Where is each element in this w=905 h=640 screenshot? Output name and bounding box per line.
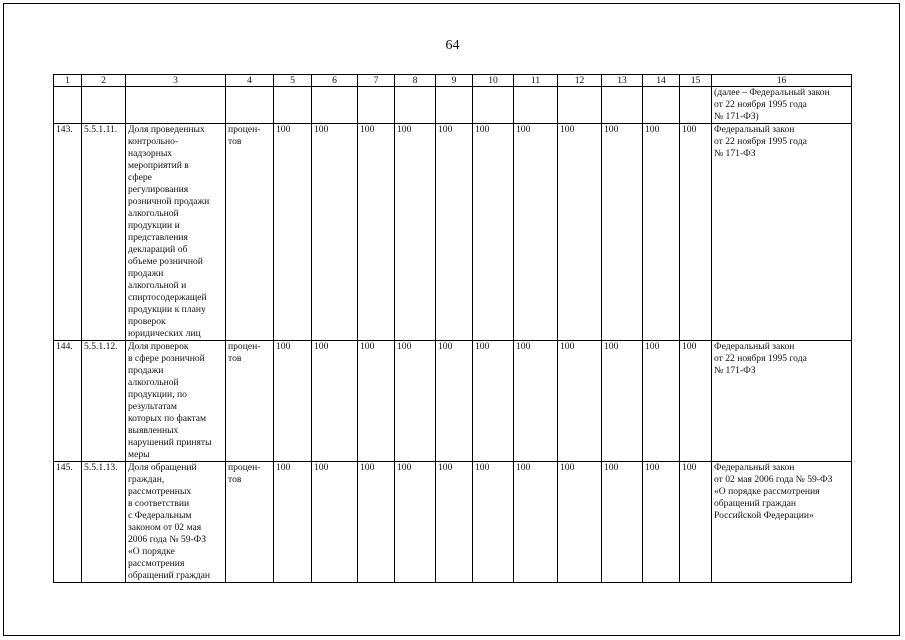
header-row (54, 75, 852, 87)
value-cell: 100 (395, 124, 436, 341)
unit-cell: процен- тов (226, 462, 274, 583)
empty-cell (514, 87, 558, 124)
value-cell: 100 (274, 341, 312, 462)
header-cell: 3 (126, 75, 226, 87)
value-cell: 100 (358, 462, 395, 583)
row-number: 143. (54, 124, 82, 341)
empty-cell (395, 87, 436, 124)
header-cell: 10 (473, 75, 514, 87)
header-cell: 8 (395, 75, 436, 87)
table-row (54, 124, 852, 341)
value-cell: 100 (473, 341, 514, 462)
value-cell: 100 (473, 124, 514, 341)
empty-cell (274, 87, 312, 124)
row-code: 5.5.1.12. (82, 341, 126, 462)
value-cell: 100 (436, 462, 473, 583)
header-cell: 4 (226, 75, 274, 87)
header-cell: 1 (54, 75, 82, 87)
basis-cell: Федеральный закон от 22 ноября 1995 года № 171-ФЗ (712, 124, 852, 341)
value-cell: 100 (395, 341, 436, 462)
empty-cell (473, 87, 514, 124)
value-cell: 100 (274, 462, 312, 583)
value-cell: 100 (312, 462, 358, 583)
value-cell: 100 (473, 462, 514, 583)
value-cell: 100 (358, 341, 395, 462)
empty-cell (558, 87, 602, 124)
value-cell: 100 (395, 462, 436, 583)
header-cell: 7 (358, 75, 395, 87)
empty-cell (602, 87, 643, 124)
empty-cell (312, 87, 358, 124)
header-cell: 5 (274, 75, 312, 87)
indicator-name: Доля обращений граждан, рассмотренных в соответствии с Федеральным законом от 02 мая 2006 года № 59-ФЗ «О порядке рассмотрения обращений граждан (126, 462, 226, 583)
row-code: 5.5.1.13. (82, 462, 126, 583)
empty-cell (126, 87, 226, 124)
value-cell: 100 (602, 462, 643, 583)
page-number: 64 (445, 38, 460, 53)
empty-cell (226, 87, 274, 124)
indicator-name: Доля проведенных контрольно- надзорных мероприятий в сфере регулирования розничной продажи алкогольной продукции и представления деклараций об объеме розничной продажи алкогольной и спиртосодержащей продукции к плану проверок юридических лиц (126, 124, 226, 341)
table-row (54, 462, 852, 583)
value-cell: 100 (643, 341, 680, 462)
value-cell: 100 (680, 341, 712, 462)
value-cell: 100 (643, 124, 680, 341)
table-row-continuation (54, 87, 852, 124)
header-cell: 13 (602, 75, 643, 87)
indicator-name: Доля проверок в сфере розничной продажи алкогольной продукции, по результатам которых по фактам выявленных нарушений приняты меры (126, 341, 226, 462)
header-cell: 11 (514, 75, 558, 87)
unit-cell: процен- тов (226, 124, 274, 341)
value-cell: 100 (436, 341, 473, 462)
basis-cell: (далее – Федеральный закон от 22 ноября 1995 года № 171-ФЗ) (712, 87, 852, 124)
basis-cell: Федеральный закон от 02 мая 2006 года № 59-ФЗ «О порядке рассмотрения обращений граждан Российской Федерации» (712, 462, 852, 583)
value-cell: 100 (312, 341, 358, 462)
value-cell: 100 (274, 124, 312, 341)
value-cell: 100 (602, 341, 643, 462)
value-cell: 100 (358, 124, 395, 341)
table-row (54, 341, 852, 462)
value-cell: 100 (680, 124, 712, 341)
header-cell: 12 (558, 75, 602, 87)
value-cell: 100 (680, 462, 712, 583)
value-cell: 100 (643, 462, 680, 583)
basis-cell: Федеральный закон от 22 ноября 1995 года № 171-ФЗ (712, 341, 852, 462)
value-cell: 100 (514, 124, 558, 341)
empty-cell (680, 87, 712, 124)
header-cell: 6 (312, 75, 358, 87)
value-cell: 100 (312, 124, 358, 341)
value-cell: 100 (436, 124, 473, 341)
header-cell: 15 (680, 75, 712, 87)
value-cell: 100 (558, 462, 602, 583)
empty-cell (436, 87, 473, 124)
unit-cell: процен- тов (226, 341, 274, 462)
empty-cell (643, 87, 680, 124)
row-number: 145. (54, 462, 82, 583)
indicators-table (53, 74, 852, 583)
empty-cell (54, 87, 82, 124)
header-cell: 16 (712, 75, 852, 87)
value-cell: 100 (602, 124, 643, 341)
value-cell: 100 (514, 341, 558, 462)
value-cell: 100 (514, 462, 558, 583)
header-cell: 9 (436, 75, 473, 87)
header-cell: 14 (643, 75, 680, 87)
row-code: 5.5.1.11. (82, 124, 126, 341)
row-number: 144. (54, 341, 82, 462)
empty-cell (82, 87, 126, 124)
header-cell: 2 (82, 75, 126, 87)
empty-cell (358, 87, 395, 124)
value-cell: 100 (558, 341, 602, 462)
value-cell: 100 (558, 124, 602, 341)
